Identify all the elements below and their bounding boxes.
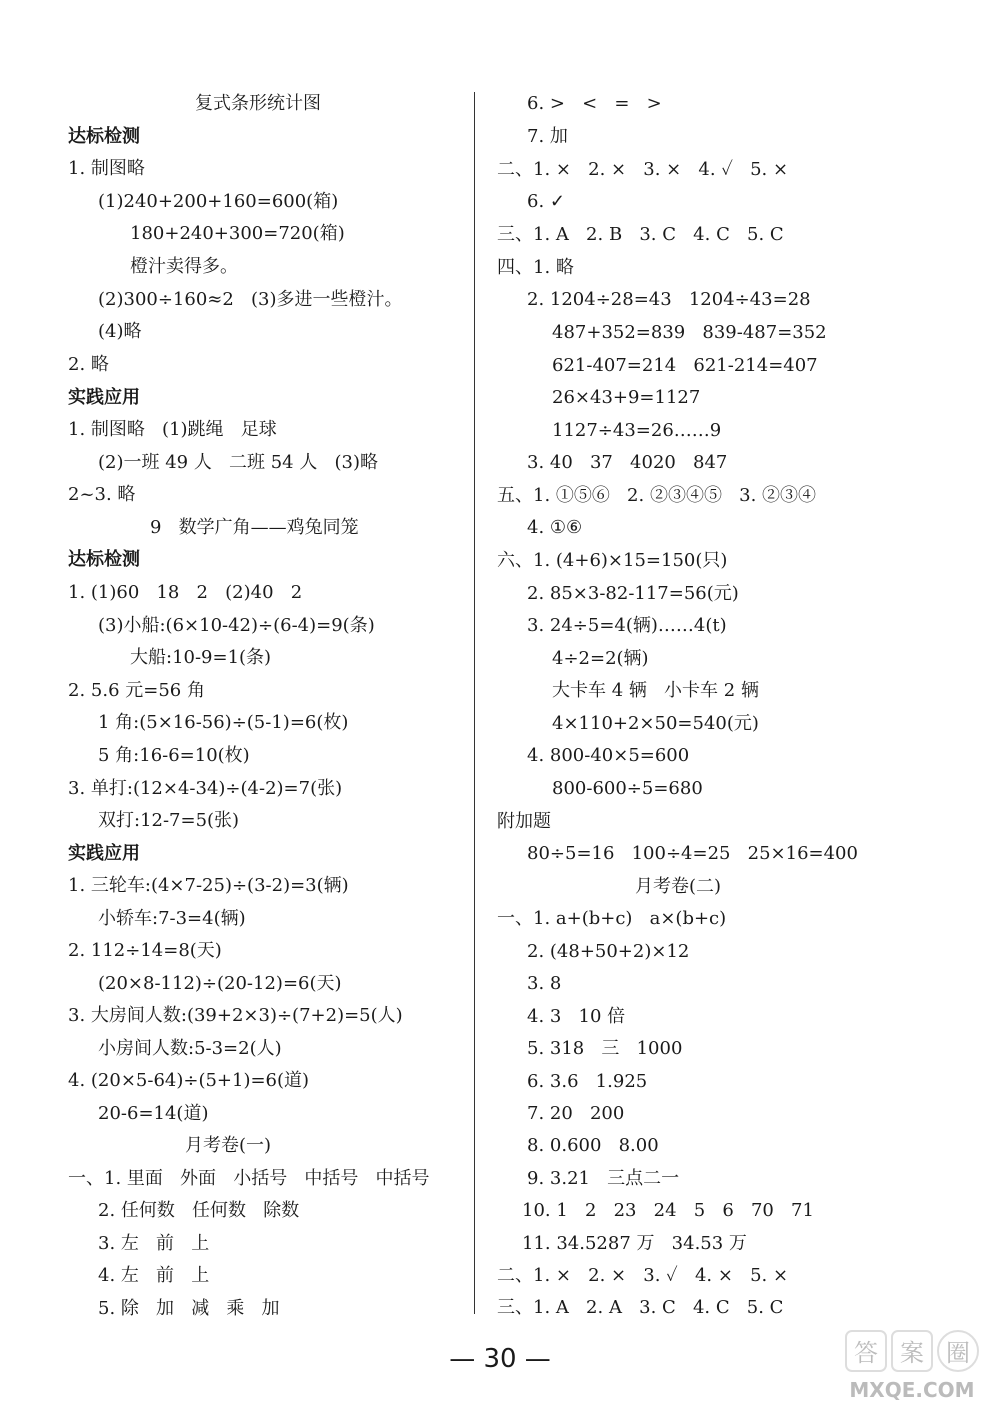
column-divider xyxy=(474,92,475,1314)
right-answer-line: 六、1. (4+6)×15=150(只) xyxy=(497,550,728,571)
right-answer-line: 621-407=214 621-214=407 xyxy=(552,355,818,376)
right-answer-line: 26×43+9=1127 xyxy=(552,387,701,408)
left-answer-line: 2. 5.6 元=56 角 xyxy=(68,680,205,701)
left-heading: 9 数学广角——鸡兔同笼 xyxy=(150,517,359,538)
right-answer-line: 1127÷43=26……9 xyxy=(552,420,722,441)
right-answer-line: 3. 40 37 4020 847 xyxy=(527,452,728,473)
watermark-logo xyxy=(842,1325,982,1405)
left-answer-line: 1. 三轮车:(4×7-25)÷(3-2)=3(辆) xyxy=(68,875,349,896)
right-answer-line: 800-600÷5=680 xyxy=(552,778,703,799)
right-answer-line: 4×110+2×50=540(元) xyxy=(552,713,759,734)
left-heading: 复式条形统计图 xyxy=(195,93,321,114)
left-answer-line: 4. 左 前 上 xyxy=(98,1265,210,1286)
left-answer-line: 180+240+300=720(箱) xyxy=(130,223,345,244)
right-answer-line: 6. ✓ xyxy=(527,191,565,212)
right-answer-line: 三、1. A 2. B 3. C 4. C 5. C xyxy=(497,224,784,245)
right-answer-line: 二、1. × 2. × 3. × 4. ✓ 5. × xyxy=(497,159,789,180)
left-answer-line: 4. (20×5-64)÷(5+1)=6(道) xyxy=(68,1070,310,1091)
right-answer-line: 三、1. A 2. A 3. C 4. C 5. C xyxy=(497,1297,784,1318)
left-answer-line: 1. (1)60 18 2 (2)40 2 xyxy=(68,582,303,603)
right-answer-line: 7. 加 xyxy=(527,126,568,147)
right-answer-line: 4÷2=2(辆) xyxy=(552,648,649,669)
left-answer-line: 5 角:16-6=10(枚) xyxy=(98,745,250,766)
left-answer-line: 1. 制图略 (1)跳绳 足球 xyxy=(68,419,277,440)
right-answer-line: 附加题 xyxy=(497,811,551,832)
left-answer-line: 2. 略 xyxy=(68,354,109,375)
right-answer-line: 2. 1204÷28=43 1204÷43=28 xyxy=(527,289,811,310)
right-answer-line: 五、1. ①⑤⑥ 2. ②③④⑤ 3. ②③④ xyxy=(497,485,817,506)
right-answer-line: 9. 3.21 三点二一 xyxy=(527,1168,680,1189)
right-answer-line: 2. 85×3-82-117=56(元) xyxy=(527,583,739,604)
right-answer-line: 大卡车 4 辆 小卡车 2 辆 xyxy=(552,680,759,701)
left-answer-line: 3. 单打:(12×4-34)÷(4-2)=7(张) xyxy=(68,778,343,799)
left-answer-line: 1 角:(5×16-56)÷(5-1)=6(枚) xyxy=(98,712,349,733)
right-answer-line: 四、1. 略 xyxy=(497,257,574,278)
right-answer-line: 3. 24÷5=4(辆)……4(t) xyxy=(527,615,727,636)
right-answer-line: 6. 3.6 1.925 xyxy=(527,1071,648,1092)
right-heading: 月考卷(二) xyxy=(635,876,722,897)
left-answer-line: 双打:12-7=5(张) xyxy=(98,810,240,831)
left-answer-line: (20×8-112)÷(20-12)=6(天) xyxy=(98,973,342,994)
right-answer-line: 80÷5=16 100÷4=25 25×16=400 xyxy=(527,843,858,864)
left-section-title: 实践应用 xyxy=(68,843,140,864)
right-answer-line: 8. 0.600 8.00 xyxy=(527,1135,659,1156)
page-number: — 30 — xyxy=(449,1344,551,1374)
left-section-title: 达标检测 xyxy=(68,549,140,570)
right-answer-line: 4. 3 10 倍 xyxy=(527,1006,626,1027)
left-section-title: 达标检测 xyxy=(68,126,140,147)
left-answer-line: 1. 制图略 xyxy=(68,158,145,179)
left-answer-line: 橙汁卖得多。 xyxy=(130,256,238,277)
watermark-url: MXQE.COM xyxy=(849,1378,975,1402)
right-answer-line: 2. (48+50+2)×12 xyxy=(527,941,690,962)
right-answer-line: 5. 318 三 1000 xyxy=(527,1038,683,1059)
right-answer-line: 3. 8 xyxy=(527,973,562,994)
left-answer-line: (4)略 xyxy=(98,321,142,342)
right-answer-line: 6. > < = > xyxy=(527,93,662,114)
left-answer-line: 3. 左 前 上 xyxy=(98,1233,210,1254)
left-answer-line: (1)240+200+160=600(箱) xyxy=(98,191,339,212)
left-answer-line: 小房间人数:5-3=2(人) xyxy=(98,1038,282,1059)
watermark-char-1: 答 xyxy=(854,1339,878,1367)
right-answer-line: 487+352=839 839-487=352 xyxy=(552,322,827,343)
left-answer-line: 2~3. 略 xyxy=(68,484,136,505)
left-answer-line: 2. 112÷14=8(天) xyxy=(68,940,222,961)
right-answer-line: 4. 800-40×5=600 xyxy=(527,745,690,766)
right-answer-line: 11. 34.5287 万 34.53 万 xyxy=(522,1233,747,1254)
right-answer-line: 4. ①⑥ xyxy=(527,517,583,538)
left-answer-line: 5. 除 加 减 乘 加 xyxy=(98,1298,280,1319)
left-answer-line: 一、1. 里面 外面 小括号 中括号 中括号 xyxy=(68,1168,430,1189)
left-answer-line: (2)300÷160≈2 (3)多进一些橙汁。 xyxy=(98,289,403,310)
left-answer-line: 小轿车:7-3=4(辆) xyxy=(98,908,246,929)
left-heading: 月考卷(一) xyxy=(185,1135,272,1156)
left-answer-line: 大船:10-9=1(条) xyxy=(130,647,272,668)
right-answer-line: 一、1. a+(b+c) a×(b+c) xyxy=(497,908,727,929)
right-answer-line: 10. 1 2 23 24 5 6 70 71 xyxy=(522,1200,814,1221)
watermark-char-3: 圈 xyxy=(946,1339,970,1367)
watermark-char-2: 案 xyxy=(900,1339,924,1367)
right-answer-line: 7. 20 200 xyxy=(527,1103,625,1124)
left-answer-line: 3. 大房间人数:(39+2×3)÷(7+2)=5(人) xyxy=(68,1005,403,1026)
right-answer-line: 二、1. × 2. × 3. ✓ 4. × 5. × xyxy=(497,1265,789,1286)
left-section-title: 实践应用 xyxy=(68,387,140,408)
left-answer-line: (2)一班 49 人 二班 54 人 (3)略 xyxy=(98,452,379,473)
left-answer-line: 2. 任何数 任何数 除数 xyxy=(98,1200,300,1221)
left-answer-line: (3)小船:(6×10-42)÷(6-4)=9(条) xyxy=(98,615,375,636)
left-answer-line: 20-6=14(道) xyxy=(98,1103,209,1124)
